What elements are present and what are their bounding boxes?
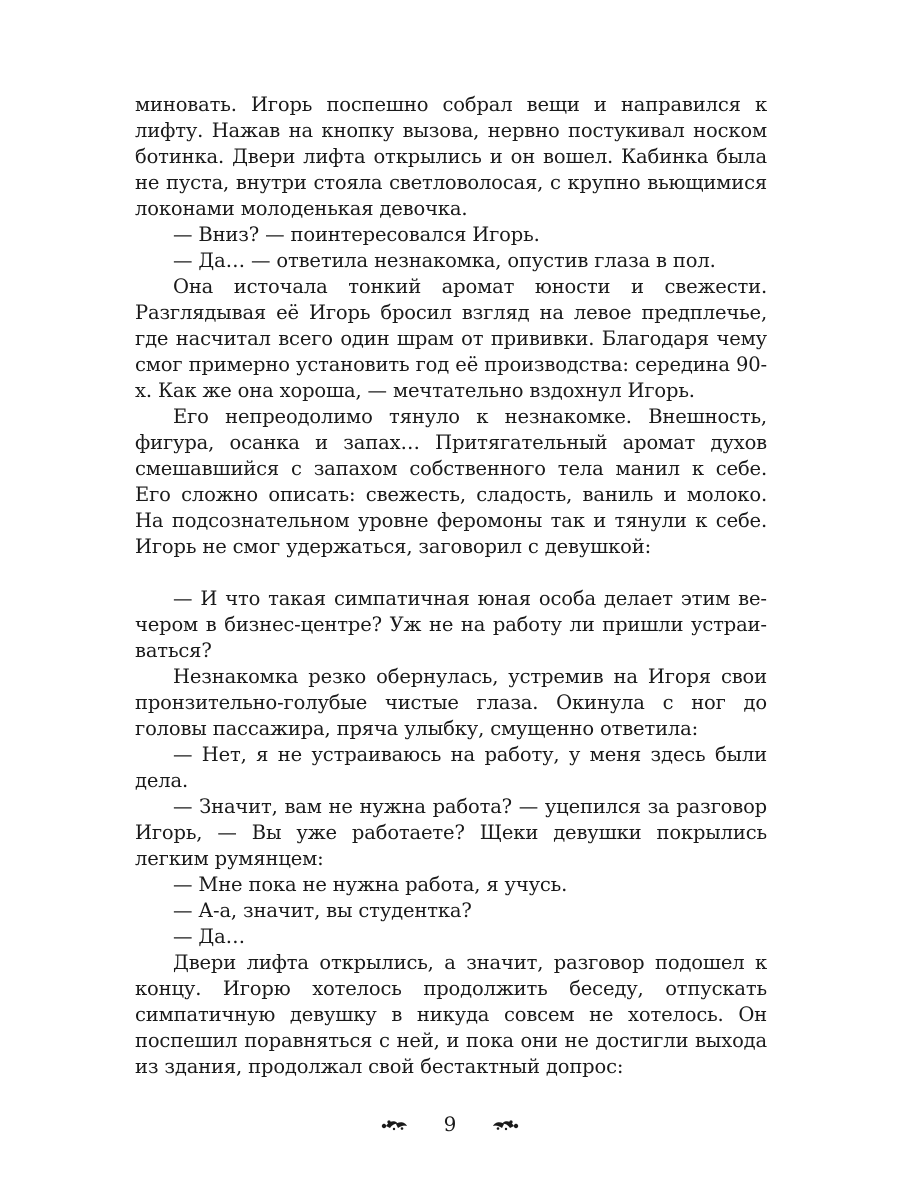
ornament-right-icon [490, 1117, 520, 1131]
paragraph-2: — Вниз? — поинтересовался Игорь. [173, 223, 540, 246]
paragraph-9: — Значит, вам не нужна работа? — уцепился за разговор Игорь, — Вы уже работаете? Щеки девушки покрылись легким румянцем: [135, 795, 767, 870]
paragraph-8: — Нет, я не устраиваюсь на работу, у меня здесь были дела. [135, 743, 767, 792]
paragraph-11: — А-а, значит, вы студентка? [173, 899, 472, 922]
paragraph-3: — Да… — ответила незнакомка, опустив глаза в пол. [173, 249, 716, 272]
paragraph-7: Незнакомка резко обернулась, устремив на Игоря свои пронзительно-голубые чистые глаза. Окинула с ног до головы пассажира, пряча улыбку, смущенно ответила: [135, 665, 767, 740]
paragraph-6: — И что такая симпатичная юная особа делает этим вечером в бизнес-центре? Уж не на работу ли пришли устраиваться? [135, 587, 767, 662]
paragraph-10: — Мне пока не нужна работа, я учусь. [173, 873, 568, 896]
paragraph-gap [135, 560, 767, 586]
page-body [135, 92, 767, 1080]
paragraph-5: Его непреодолимо тянуло к незнакомке. Внешность, фигура, осанка и запах… Притягательный аромат духов смешавшийся с запахом собственного тела манил к себе. Его сложно описать: свежесть, сладость, ваниль и молоко. На подсознательном уровне феромоны так и тянули к себе. Игорь не смог удержаться, заговорил с девушкой: [135, 405, 767, 558]
paragraph-1: миновать. Игорь поспешно собрал вещи и направился к лифту. Нажав на кнопку вызова, нервно постукивал носком ботинка. Двери лифта открылись и он вошел. Кабинка была не пуста, внутри стояла светловолосая, с крупно вьющимися локонами молоденькая девочка. [135, 93, 767, 220]
paragraph-13: Двери лифта открылись, а значит, разговор подошел к концу. Игорю хотелось продолжить беседу, отпускать симпатичную девушку в никуда совсем не хотелось. Он поспешил поравняться с ней, и пока они не достигли выхода из здания, продолжал свой бестактный допрос: [135, 951, 767, 1078]
paragraph-4: Она источала тонкий аромат юности и свежести. Разглядывая её Игорь бросил взгляд на левое предплечье, где насчитал всего один шрам от прививки. Благодаря чему смог примерно установить год её производства: середина 90-х. Как же она хороша, — мечтательно вздохнул Игорь. [135, 275, 767, 402]
paragraph-12: — Да… [173, 925, 245, 948]
page-footer [0, 1112, 900, 1136]
ornament-left-icon [380, 1117, 410, 1131]
page-number: 9 [443, 1112, 457, 1136]
